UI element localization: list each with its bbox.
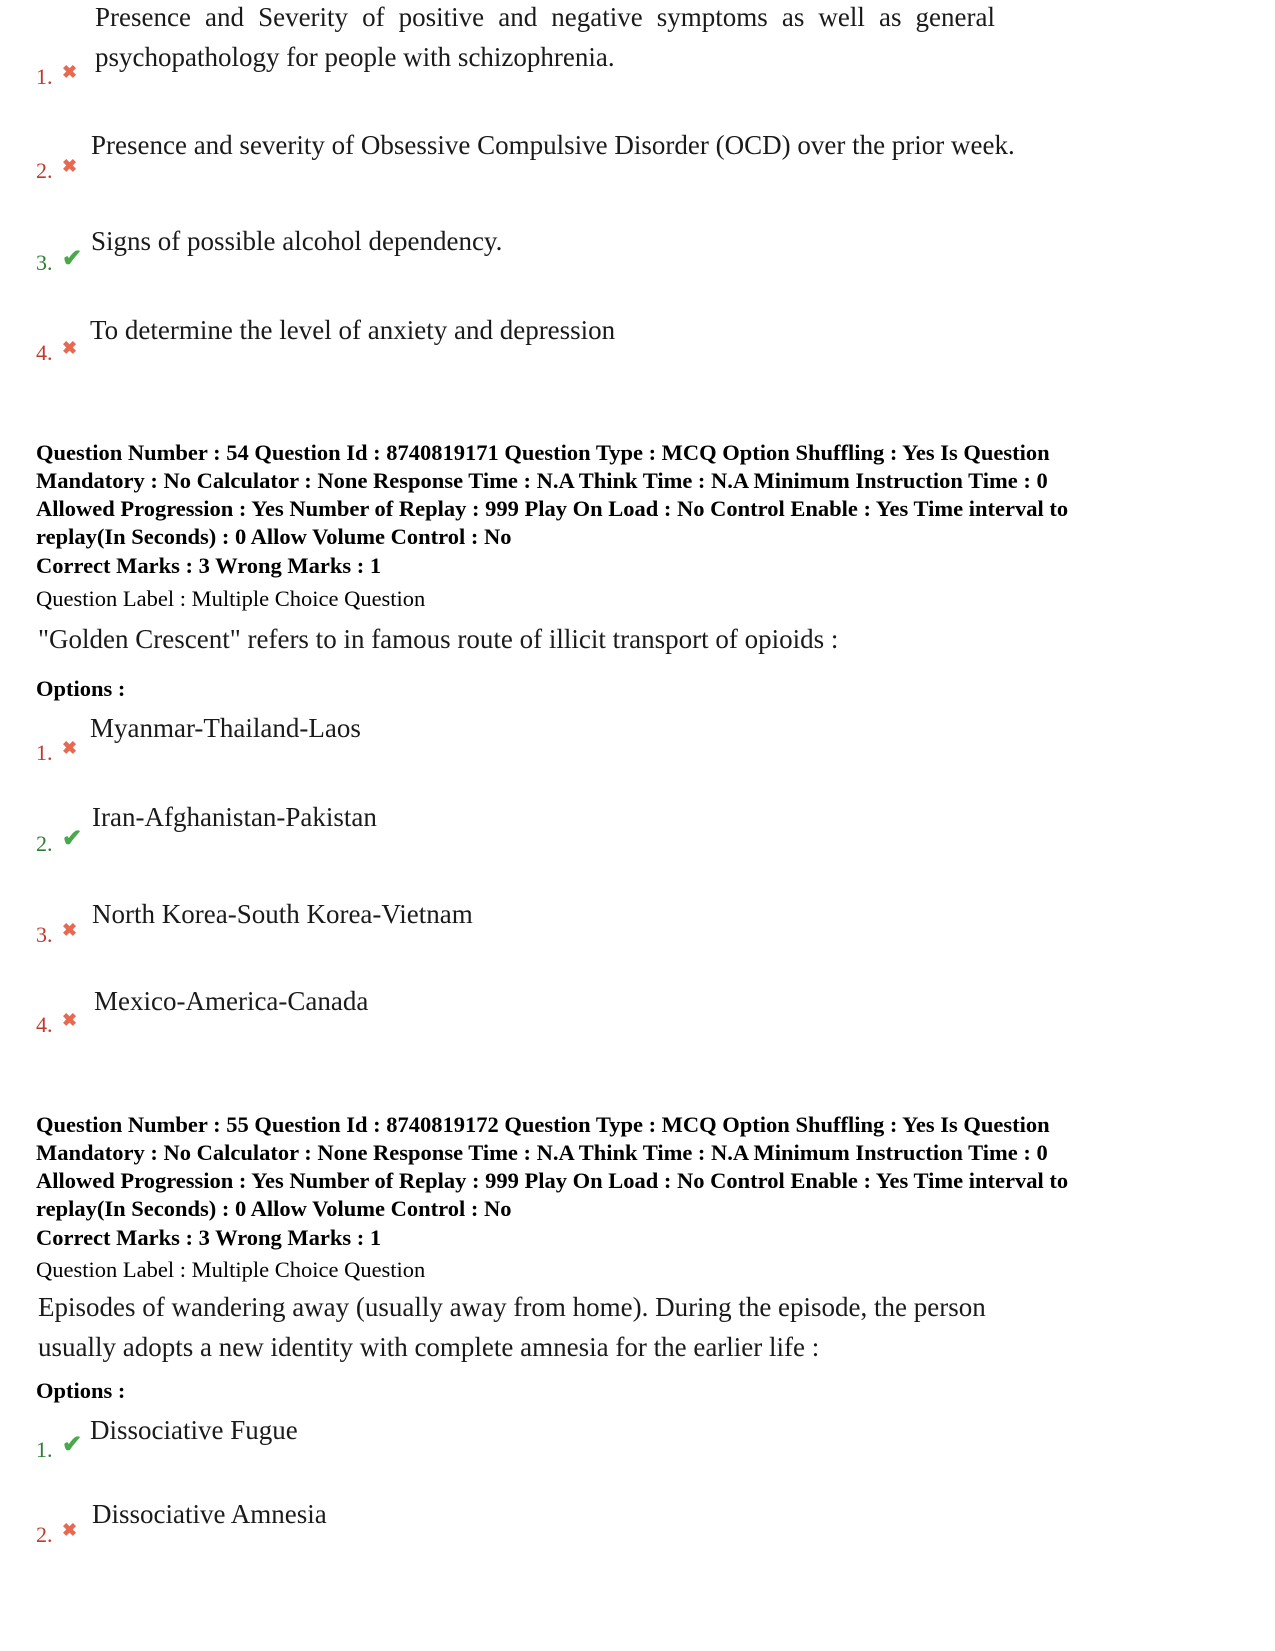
meta-line: Allowed Progression : Yes Number of Replay : 999 Play On Load : No Control Enable : Yes Time interval to <box>36 496 1069 521</box>
option-text: Dissociative Fugue <box>90 1415 298 1445</box>
option-number: 3. <box>36 922 53 947</box>
cross-icon: ✖ <box>62 156 78 176</box>
meta-line: Question Number : 55 Question Id : 8740819172 Question Type : MCQ Option Shuffling : Yes Is Question <box>36 1112 1050 1137</box>
option-number: 1. <box>36 64 53 89</box>
question-marks: Correct Marks : 3 Wrong Marks : 1 <box>36 1225 382 1250</box>
option-number: 1. <box>36 1437 53 1462</box>
option-text: Iran-Afghanistan-Pakistan <box>92 802 377 832</box>
question-meta <box>36 439 1196 551</box>
option-number: 4. <box>36 1012 53 1037</box>
option-number: 4. <box>36 340 53 365</box>
option-text: North Korea-South Korea-Vietnam <box>92 899 473 929</box>
meta-line: Mandatory : No Calculator : None Response Time : N.A Think Time : N.A Minimum Instruction Time : 0 <box>36 1140 1048 1165</box>
option-text: Dissociative Amnesia <box>92 1499 327 1529</box>
check-icon: ✔ <box>62 826 83 852</box>
option-text: Presence and Severity of positive and negative symptoms as well as general <box>95 2 995 32</box>
option-number: 2. <box>36 1522 53 1547</box>
meta-line: Mandatory : No Calculator : None Response Time : N.A Think Time : N.A Minimum Instruction Time : 0 <box>36 468 1048 493</box>
meta-line: Question Number : 54 Question Id : 8740819171 Question Type : MCQ Option Shuffling : Yes Is Question <box>36 440 1050 465</box>
meta-line: Allowed Progression : Yes Number of Replay : 999 Play On Load : No Control Enable : Yes Time interval to <box>36 1168 1069 1193</box>
check-icon: ✔ <box>62 1432 83 1458</box>
cross-icon: ✖ <box>62 338 78 358</box>
options-heading: Options : <box>36 1378 126 1403</box>
cross-icon: ✖ <box>62 1520 78 1540</box>
option-text: To determine the level of anxiety and depression <box>90 315 616 345</box>
cross-icon: ✖ <box>62 920 78 940</box>
meta-line: replay(In Seconds) : 0 Allow Volume Control : No <box>36 524 512 549</box>
question-text-line: Episodes of wandering away (usually away from home). During the episode, the person <box>38 1292 986 1322</box>
option-text-cont: psychopathology for people with schizophrenia. <box>95 42 615 72</box>
cross-icon: ✖ <box>62 1010 78 1030</box>
option-number: 2. <box>36 158 53 183</box>
option-number: 3. <box>36 250 53 275</box>
question-marks: Correct Marks : 3 Wrong Marks : 1 <box>36 553 382 578</box>
question-text-line: usually adopts a new identity with complete amnesia for the earlier life : <box>38 1332 820 1362</box>
option-text: Mexico-America-Canada <box>94 986 369 1016</box>
option-text: Signs of possible alcohol dependency. <box>91 226 503 256</box>
option-text: Presence and severity of Obsessive Compulsive Disorder (OCD) over the prior week. <box>91 130 1015 160</box>
option-number: 1. <box>36 740 53 765</box>
question-text <box>38 1287 986 1367</box>
question-label: Question Label : Multiple Choice Question <box>36 586 426 611</box>
check-icon: ✔ <box>62 246 83 272</box>
option-text: Myanmar-Thailand-Laos <box>90 713 361 743</box>
option-number: 2. <box>36 831 53 856</box>
question-text: "Golden Crescent" refers to in famous route of illicit transport of opioids : <box>38 624 839 654</box>
options-heading: Options : <box>36 676 126 701</box>
cross-icon: ✖ <box>62 62 78 82</box>
meta-line: replay(In Seconds) : 0 Allow Volume Control : No <box>36 1196 512 1221</box>
question-meta <box>36 1111 1196 1223</box>
question-label: Question Label : Multiple Choice Question <box>36 1257 426 1282</box>
cross-icon: ✖ <box>62 738 78 758</box>
